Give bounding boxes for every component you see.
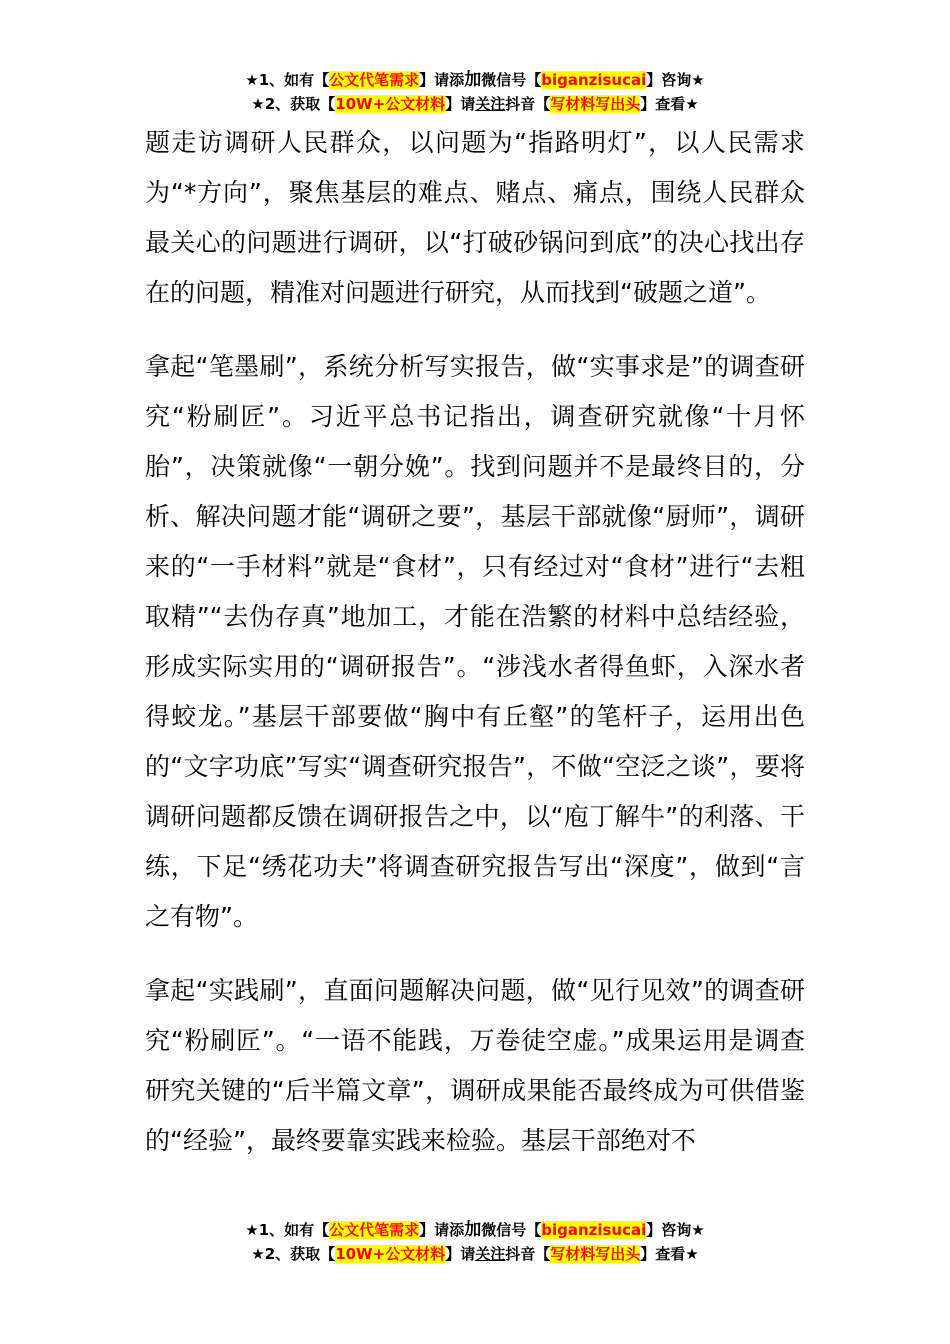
promo-highlight-materials: 10W+公文材料 bbox=[335, 95, 446, 113]
promo-highlight-service: 公文代笔需求 bbox=[329, 71, 420, 89]
promo-line-1: ★1、如有【公文代笔需求】请添加微信号【biganzisucai】咨询★ bbox=[245, 1220, 705, 1240]
promo-highlight-wechat-id: biganzisucai bbox=[541, 71, 647, 89]
promo-line-1: ★1、如有【公文代笔需求】请添加微信号【biganzisucai】咨询★ bbox=[245, 70, 705, 90]
document-body bbox=[145, 118, 805, 1190]
paragraph-2: 拿起“笔墨刷”，系统分析写实报告，做“实事求是”的调查研究“粉刷匠”。习近平总书记指出，调查研究就像“十月怀胎”，决策就像“一朝分娩”。找到问题并不是最终目的，分析、解决问题才能“调研之要”，基层干部就像“厨师”，调研来的“一手材料”就是“食材”，只有经过对“食材”进行“去粗取精”“去伪存真”地加工，才能在浩繁的材料中总结经验，形成实际实用的“调研报告”。“涉浅水者得鱼虾，入深水者得蛟龙。”基层干部要做“胸中有丘壑”的笔杆子，运用出色的“文字功底”写实“调查研究报告”，不做“空泛之谈”，要将调研问题都反馈在调研报告之中，以“庖丁解牛”的利落、干练，下足“绣花功夫”将调查研究报告写出“深度”，做到“言之有物”。 bbox=[145, 352, 805, 931]
promo-highlight-douyin: 写材料写出头 bbox=[550, 1245, 641, 1263]
promo-highlight-douyin: 写材料写出头 bbox=[550, 95, 641, 113]
promo-highlight-service: 公文代笔需求 bbox=[329, 1221, 420, 1239]
promo-line-2: ★2、获取【10W+公文材料】请关注抖音【写材料写出头】查看★ bbox=[251, 95, 699, 113]
promo-highlight-wechat-id: biganzisucai bbox=[541, 1221, 647, 1239]
paragraph-3: 拿起“实践刷”，直面问题解决问题，做“见行见效”的调查研究“粉刷匠”。“一语不能践，万卷徒空虚。”成果运用是调查研究关键的“后半篇文章”，调研成果能否最终成为可供借鉴的“经验”，最终要靠实践来检验。基层干部绝对不 bbox=[145, 976, 805, 1155]
promo-highlight-materials: 10W+公文材料 bbox=[335, 1245, 446, 1263]
paragraph-1: 题走访调研人民群众，以问题为“指路明灯”，以人民需求为“*方向”，聚焦基层的难点、赌点、痛点，围绕人民群众最关心的问题进行调研，以“打破砂锅问到底”的决心找出存在的问题，精准对问题进行研究，从而找到“破题之道”。 bbox=[145, 128, 805, 307]
footer-promo-banner bbox=[0, 1218, 950, 1266]
header-promo-banner bbox=[0, 68, 950, 116]
promo-line-2: ★2、获取【10W+公文材料】请关注抖音【写材料写出头】查看★ bbox=[251, 1245, 699, 1263]
